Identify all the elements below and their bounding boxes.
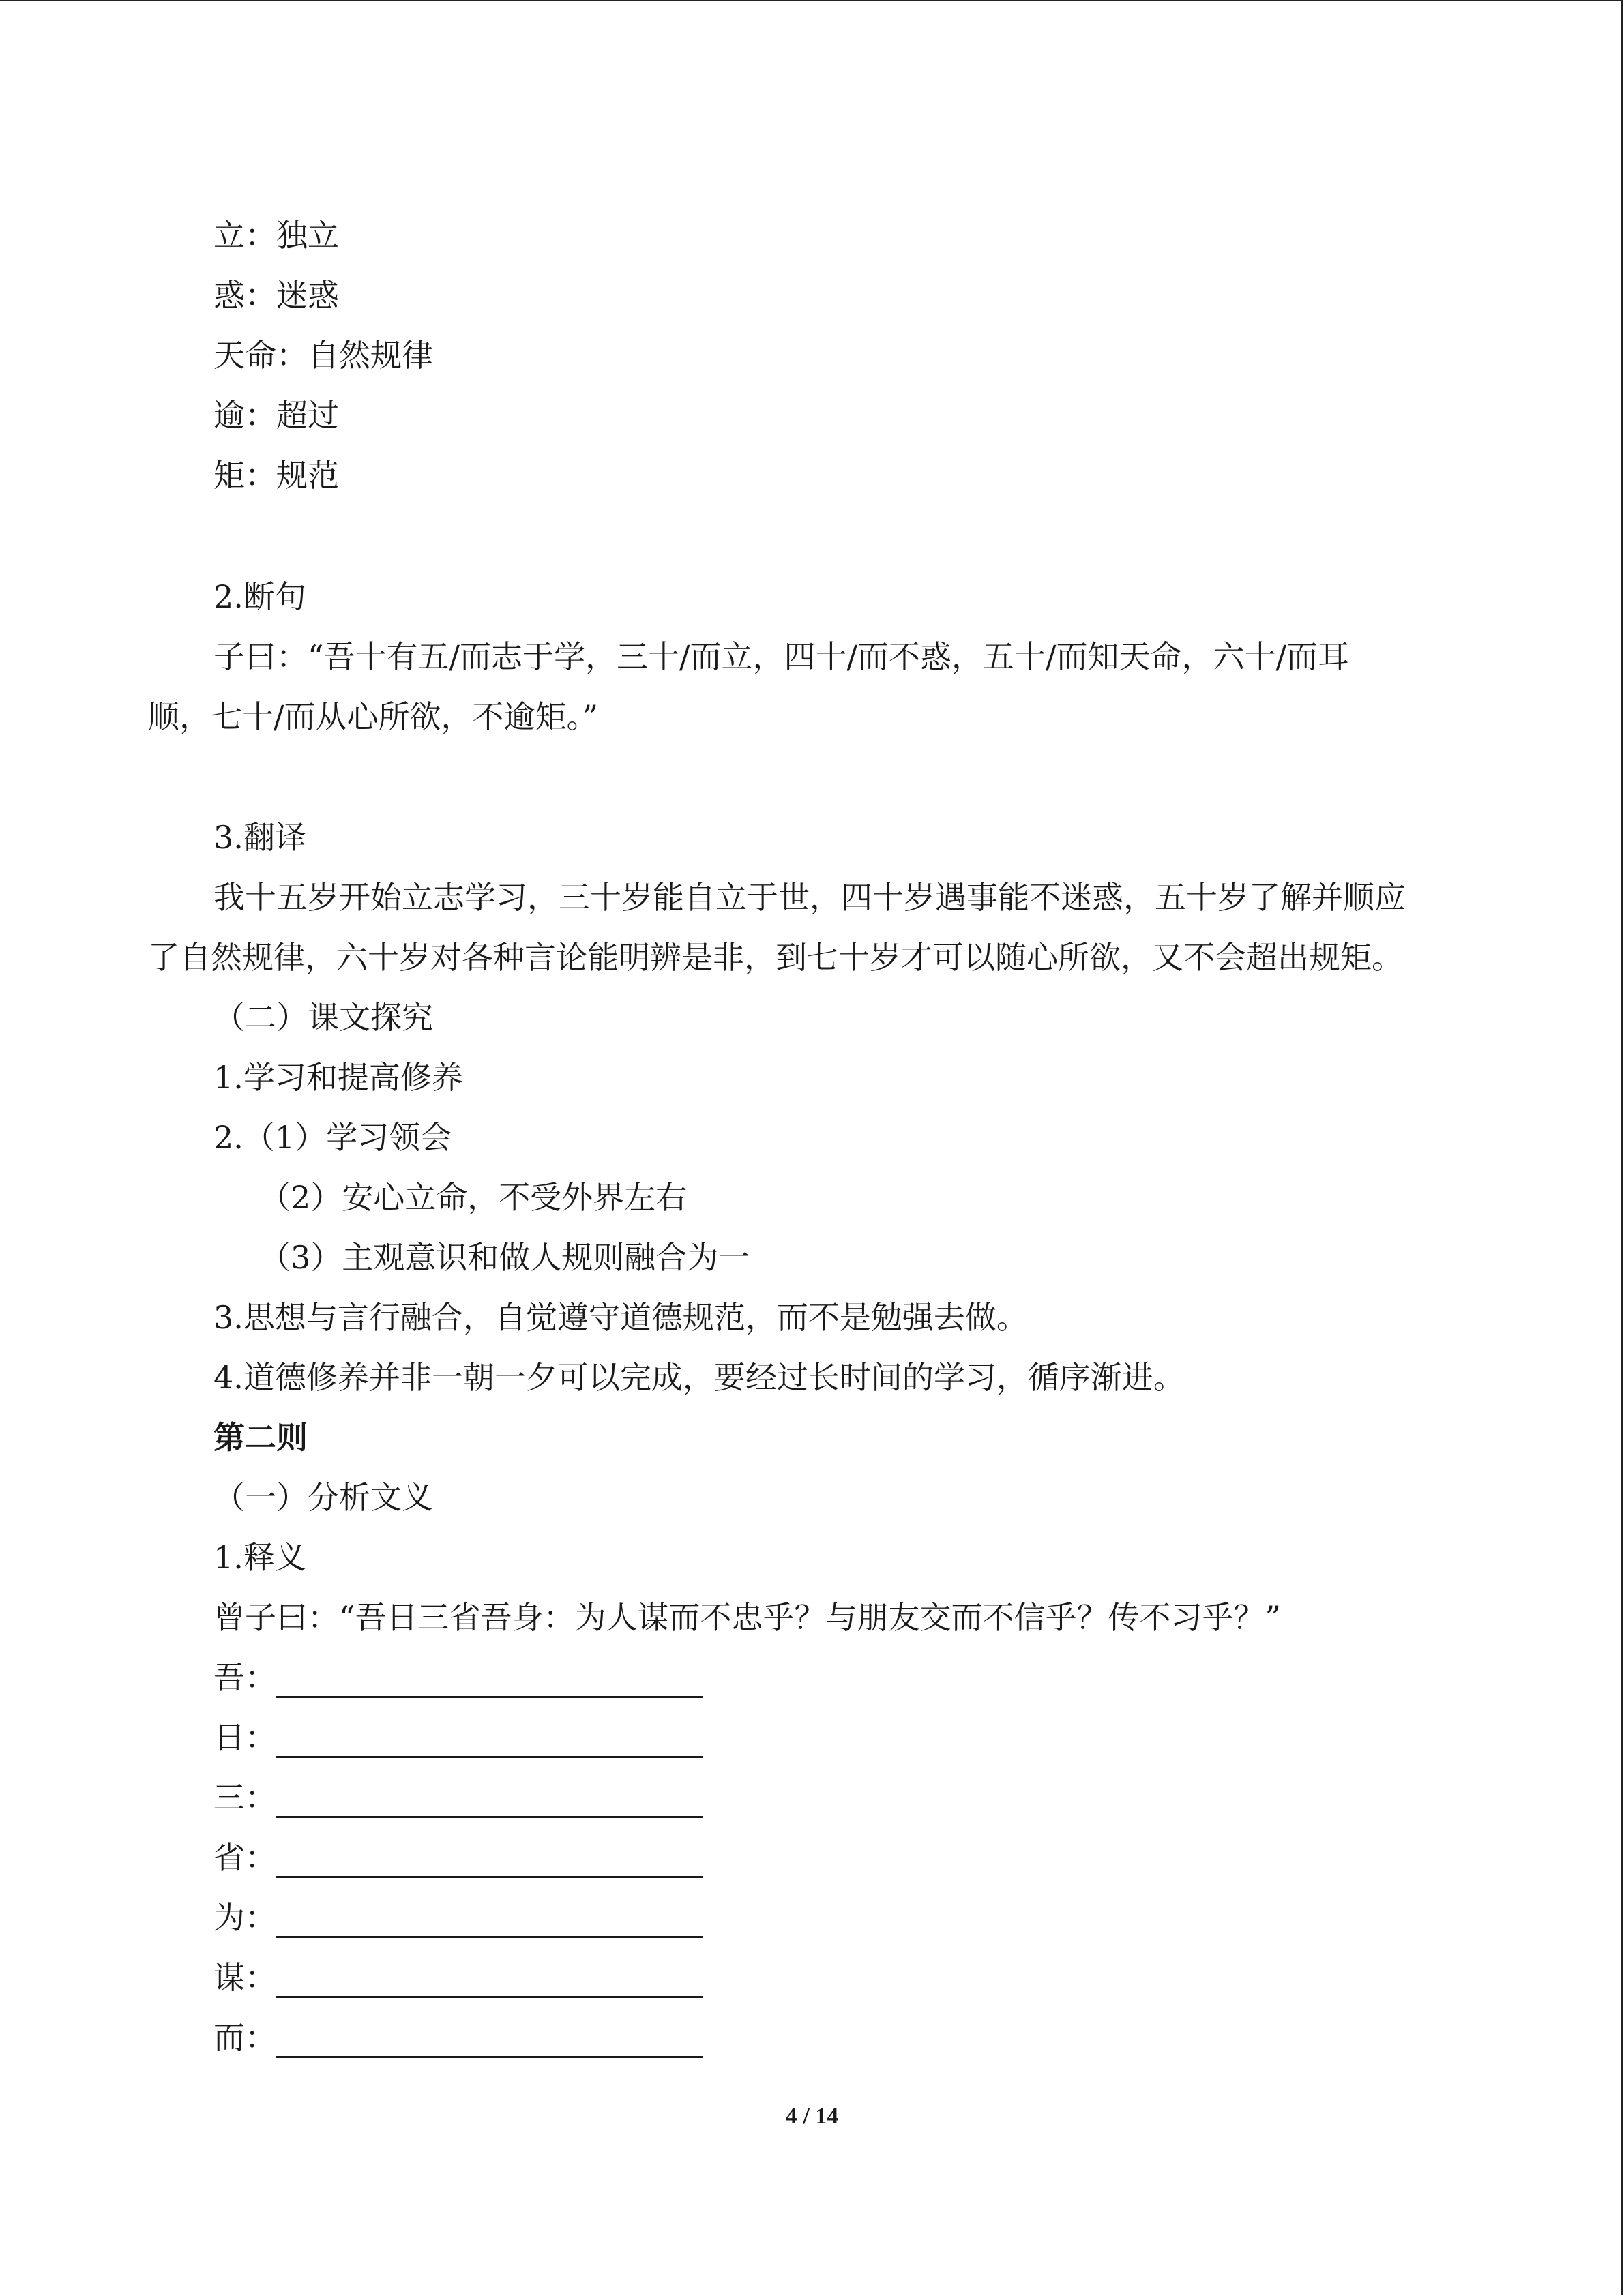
inquiry-item-2b: （2）安心立命，不受外界左右 [259, 1179, 688, 1216]
fill-blank-row [213, 1957, 703, 1998]
gloss-li: 立：独立 [213, 217, 339, 254]
fill-blank-line[interactable] [276, 1785, 703, 1818]
quote-zengzi: 曾子曰：“吾日三省吾身：为人谋而不忠乎？与朋友交而不信乎？传不习乎？” [213, 1599, 1282, 1636]
fill-blank-row [213, 1717, 703, 1758]
gloss-tianming: 天命：自然规律 [213, 337, 433, 374]
fill-blank-line[interactable] [276, 1725, 703, 1758]
inquiry-item-4: 4.道德修养并非一朝一夕可以完成，要经过长时间的学习，循序渐进。 [213, 1359, 1185, 1396]
part-title-second: 第二则 [213, 1419, 308, 1456]
fill-blank-line[interactable] [276, 2025, 703, 2058]
fill-blank-row [213, 1897, 703, 1938]
inquiry-item-2a: 2.（1）学习领会 [213, 1119, 452, 1156]
fill-blank-label: 为： [213, 1899, 276, 1936]
fill-blank-row [213, 1777, 703, 1818]
fill-blank-label: 吾： [213, 1659, 276, 1696]
inquiry-item-2c: （3）主观意识和做人规则融合为一 [259, 1239, 750, 1276]
punctuated-text-line-1: 子曰：“吾十有五/而志于学，三十/而立，四十/而不惑，五十/而知天命，六十/而耳 [213, 638, 1350, 675]
fill-blank-label: 省： [213, 1839, 276, 1876]
fill-blank-line[interactable] [276, 1905, 703, 1938]
section-heading-translation: 3.翻译 [213, 819, 306, 856]
fill-blank-label: 谋： [213, 1959, 276, 1996]
fill-blank-line[interactable] [276, 1965, 703, 1998]
fill-blank-line[interactable] [276, 1845, 703, 1878]
fill-blank-row [213, 1657, 703, 1698]
fill-blank-line[interactable] [276, 1665, 703, 1698]
fill-blank-row [213, 1837, 703, 1878]
punctuated-text-line-2: 顺，七十/而从心所欲，不逾矩。” [148, 698, 599, 735]
section-heading-gloss: 1.释义 [213, 1539, 306, 1576]
translation-line-2: 了自然规律，六十岁对各种言论能明辨是非，到七十岁才可以随心所欲，又不会超出规矩。 [148, 939, 1403, 976]
section-heading-punctuation: 2.断句 [213, 578, 306, 615]
page-number: 4 / 14 [785, 2104, 839, 2129]
fill-blank-label: 三： [213, 1779, 276, 1816]
inquiry-item-3: 3.思想与言行融合，自觉遵守道德规范，而不是勉强去做。 [213, 1299, 1028, 1336]
gloss-yu: 逾：超过 [213, 397, 339, 434]
section-heading-inquiry: （二）课文探究 [213, 999, 433, 1036]
inquiry-item-1: 1.学习和提高修养 [213, 1059, 463, 1096]
translation-line-1: 我十五岁开始立志学习，三十岁能自立于世，四十岁遇事能不迷惑，五十岁了解并顺应 [213, 879, 1406, 916]
fill-blank-row [213, 2017, 703, 2058]
section-heading-analysis: （一）分析文义 [213, 1479, 433, 1516]
fill-blank-label: 日： [213, 1719, 276, 1756]
gloss-huo: 惑：迷惑 [213, 277, 339, 314]
gloss-ju: 矩：规范 [213, 457, 339, 494]
fill-blank-label: 而： [213, 2019, 276, 2056]
